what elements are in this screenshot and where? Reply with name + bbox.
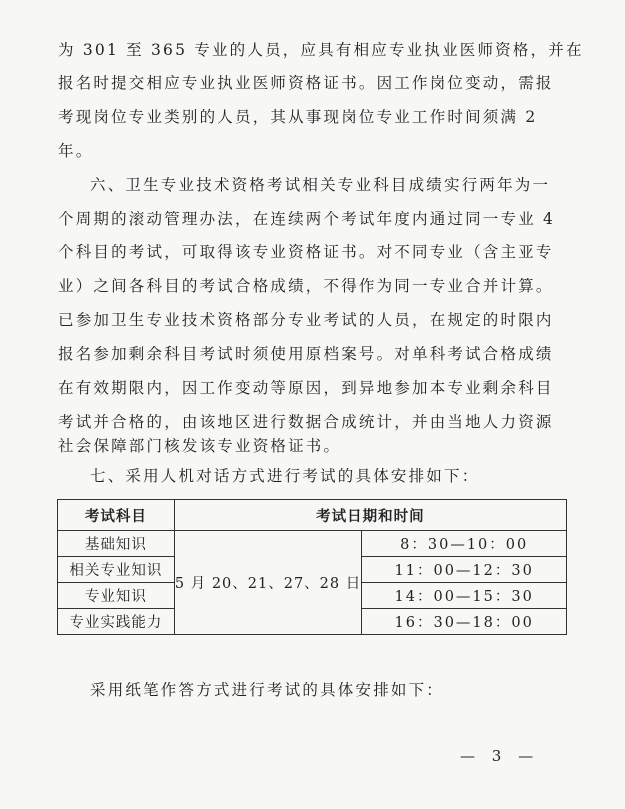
text-line: 报名参加剩余科目考试时须使用原档案号。对单科考试合格成绩	[58, 345, 554, 363]
text-line: 个科目的考试，可取得该专业资格证书。对不同专业（含主亚专	[58, 243, 554, 261]
text-line: 考现岗位专业类别的人员，其从事现岗位专业工作时间须满 2	[58, 108, 538, 126]
text-line: 为 301 至 365 专业的人员，应具有相应专业执业医师资格，并在	[58, 41, 584, 59]
text-line: 社会保障部门核发该专业资格证书。	[58, 437, 342, 455]
text-line: 年。	[58, 142, 94, 160]
text-line: 已参加卫生专业技术资格部分专业考试的人员，在规定的时限内	[58, 311, 554, 329]
subject-cell: 专业知识	[58, 583, 175, 609]
page-number: — 3 —	[460, 747, 540, 765]
text-line: 考试并合格的，由该地区进行数据合成统计，并由当地人力资源	[58, 413, 554, 431]
times-cell	[362, 531, 567, 635]
subject-cell: 相关专业知识	[58, 557, 175, 583]
closing-line: 采用纸笔作答方式进行考试的具体安排如下：	[90, 681, 445, 699]
text-line: 报名时提交相应专业执业医师资格证书。因工作岗位变动，需报	[58, 74, 554, 92]
dates-cell: 5 月 20、21、27、28 日	[174, 531, 362, 635]
text-line: 六、卫生专业技术资格考试相关专业科目成绩实行两年为一	[90, 176, 551, 194]
time-slot: 14：00—15：30	[362, 582, 566, 608]
text-line: 个周期的滚动管理办法，在连续两个考试年度内通过同一专业 4	[58, 210, 556, 228]
subject-cell: 专业实践能力	[58, 609, 175, 635]
exam-schedule-table	[57, 499, 567, 635]
time-slot: 8：30—10：00	[400, 537, 529, 553]
header-subject: 考试科目	[58, 500, 175, 531]
text-line: 在有效期限内，因工作变动等原因，到异地参加本专业剩余科目	[58, 379, 554, 397]
header-datetime: 考试日期和时间	[174, 500, 566, 531]
text-line: 业）之间各科目的考试合格成绩，不得作为同一专业合并计算。	[58, 277, 554, 295]
section-heading: 七、采用人机对话方式进行考试的具体安排如下：	[90, 467, 480, 485]
subject-cell: 基础知识	[58, 531, 175, 557]
time-slot: 16：30—18：00	[362, 608, 566, 634]
time-slot: 11：00—12：30	[362, 556, 566, 582]
